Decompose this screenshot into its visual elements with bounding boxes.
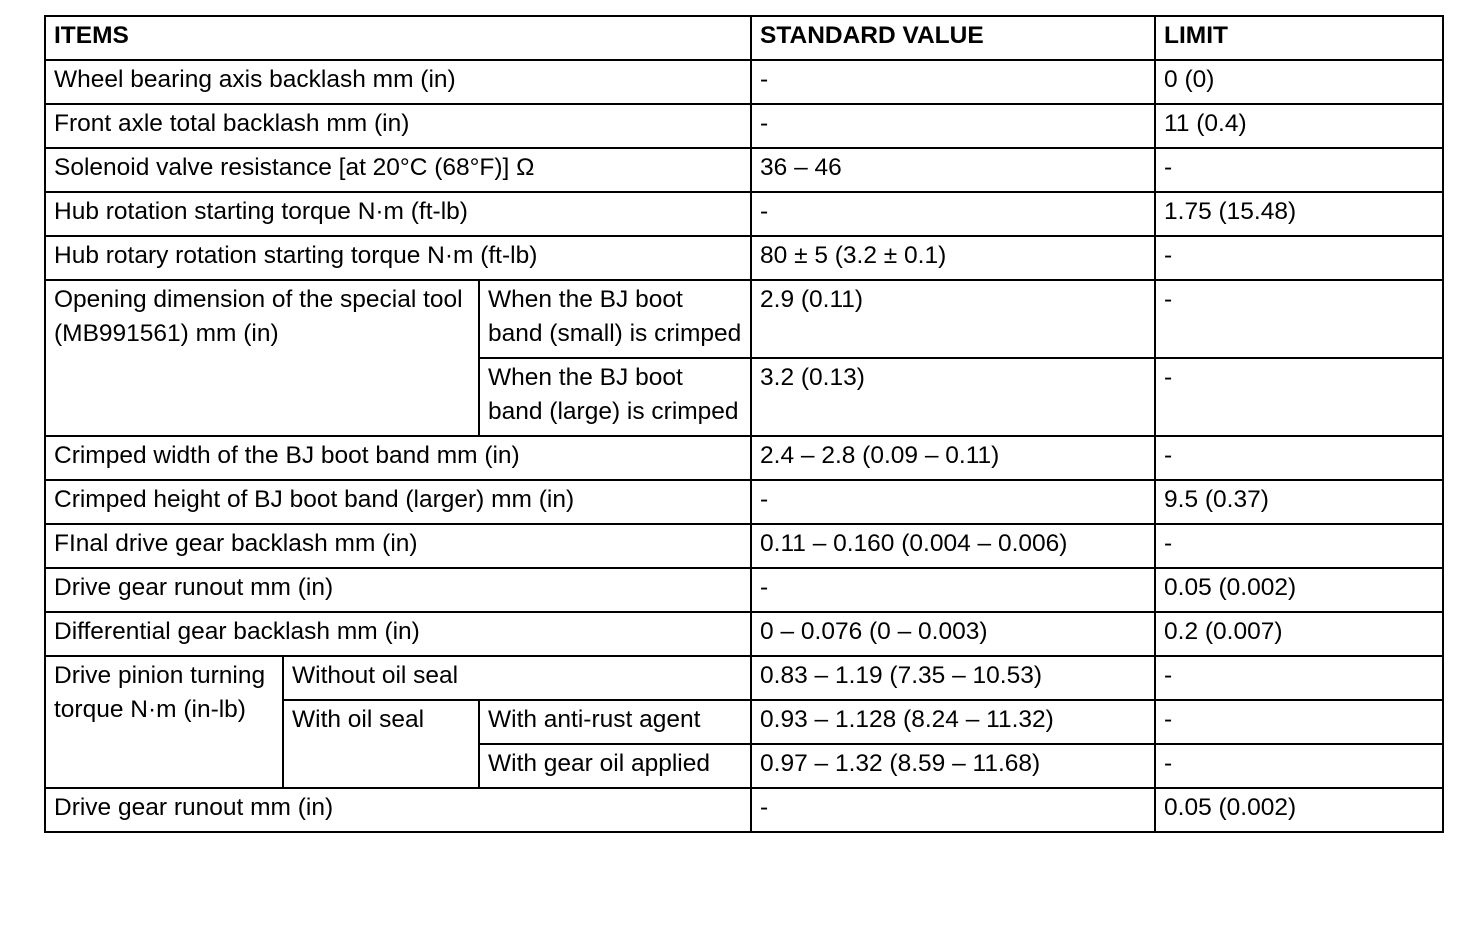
table-row — [45, 148, 1443, 192]
standard-value-cell: 2.4 – 2.8 (0.09 – 0.11) — [751, 436, 1155, 480]
limit-cell: - — [1155, 148, 1443, 192]
condition-cell: When the BJ boot band (large) is crimped — [479, 358, 751, 436]
table-row — [45, 104, 1443, 148]
special-tool-item-cell: Opening dimension of the special tool (MB991561) mm (in) — [45, 280, 479, 436]
table-row — [45, 656, 1443, 700]
item-cell: Differential gear backlash mm (in) — [45, 612, 751, 656]
item-cell: Hub rotation starting torque N·m (ft-lb) — [45, 192, 751, 236]
limit-cell: 9.5 (0.37) — [1155, 480, 1443, 524]
standard-value-cell: - — [751, 568, 1155, 612]
limit-cell: 1.75 (15.48) — [1155, 192, 1443, 236]
item-cell: Solenoid valve resistance [at 20°C (68°F)] Ω — [45, 148, 751, 192]
table-row — [45, 568, 1443, 612]
table-row — [45, 612, 1443, 656]
standard-value-cell: 0.11 – 0.160 (0.004 – 0.006) — [751, 524, 1155, 568]
standard-value-cell: 80 ± 5 (3.2 ± 0.1) — [751, 236, 1155, 280]
standard-value-cell: 0.97 – 1.32 (8.59 – 11.68) — [751, 744, 1155, 788]
table-header-row — [45, 16, 1443, 60]
limit-cell: 0 (0) — [1155, 60, 1443, 104]
standard-value-cell: - — [751, 480, 1155, 524]
standard-value-cell: - — [751, 788, 1155, 832]
table-row — [45, 436, 1443, 480]
item-cell: FInal drive gear backlash mm (in) — [45, 524, 751, 568]
table-row — [45, 236, 1443, 280]
item-cell: Crimped height of BJ boot band (larger) mm (in) — [45, 480, 751, 524]
table-row — [45, 788, 1443, 832]
sub-condition-cell: With gear oil applied — [479, 744, 751, 788]
header-limit: LIMIT — [1155, 16, 1443, 60]
table-row — [45, 280, 1443, 358]
standard-value-cell: 2.9 (0.11) — [751, 280, 1155, 358]
limit-cell: - — [1155, 358, 1443, 436]
table-row — [45, 524, 1443, 568]
condition-cell: Without oil seal — [283, 656, 751, 700]
header-standard-value: STANDARD VALUE — [751, 16, 1155, 60]
item-cell: Drive gear runout mm (in) — [45, 568, 751, 612]
standard-value-cell: 0.93 – 1.128 (8.24 – 11.32) — [751, 700, 1155, 744]
condition-cell: When the BJ boot band (small) is crimped — [479, 280, 751, 358]
standard-value-cell: - — [751, 192, 1155, 236]
item-cell: Hub rotary rotation starting torque N·m (ft-lb) — [45, 236, 751, 280]
standard-value-cell: - — [751, 104, 1155, 148]
condition-cell: With oil seal — [283, 700, 479, 788]
limit-cell: - — [1155, 656, 1443, 700]
limit-cell: - — [1155, 236, 1443, 280]
sub-condition-cell: With anti-rust agent — [479, 700, 751, 744]
header-items: ITEMS — [45, 16, 751, 60]
limit-cell: 11 (0.4) — [1155, 104, 1443, 148]
item-cell: Wheel bearing axis backlash mm (in) — [45, 60, 751, 104]
item-cell: Crimped width of the BJ boot band mm (in) — [45, 436, 751, 480]
item-cell: Drive gear runout mm (in) — [45, 788, 751, 832]
limit-cell: 0.2 (0.007) — [1155, 612, 1443, 656]
table-row — [45, 60, 1443, 104]
table-row — [45, 192, 1443, 236]
limit-cell: - — [1155, 700, 1443, 744]
pinion-item-cell: Drive pinion turning torque N·m (in-lb) — [45, 656, 283, 788]
standard-value-cell: - — [751, 60, 1155, 104]
standard-value-cell: 0.83 – 1.19 (7.35 – 10.53) — [751, 656, 1155, 700]
limit-cell: - — [1155, 280, 1443, 358]
limit-cell: - — [1155, 436, 1443, 480]
standard-value-cell: 0 – 0.076 (0 – 0.003) — [751, 612, 1155, 656]
item-cell: Front axle total backlash mm (in) — [45, 104, 751, 148]
standard-value-cell: 3.2 (0.13) — [751, 358, 1155, 436]
specification-table — [44, 15, 1444, 833]
limit-cell: 0.05 (0.002) — [1155, 788, 1443, 832]
limit-cell: - — [1155, 744, 1443, 788]
limit-cell: 0.05 (0.002) — [1155, 568, 1443, 612]
standard-value-cell: 36 – 46 — [751, 148, 1155, 192]
table-row — [45, 480, 1443, 524]
limit-cell: - — [1155, 524, 1443, 568]
